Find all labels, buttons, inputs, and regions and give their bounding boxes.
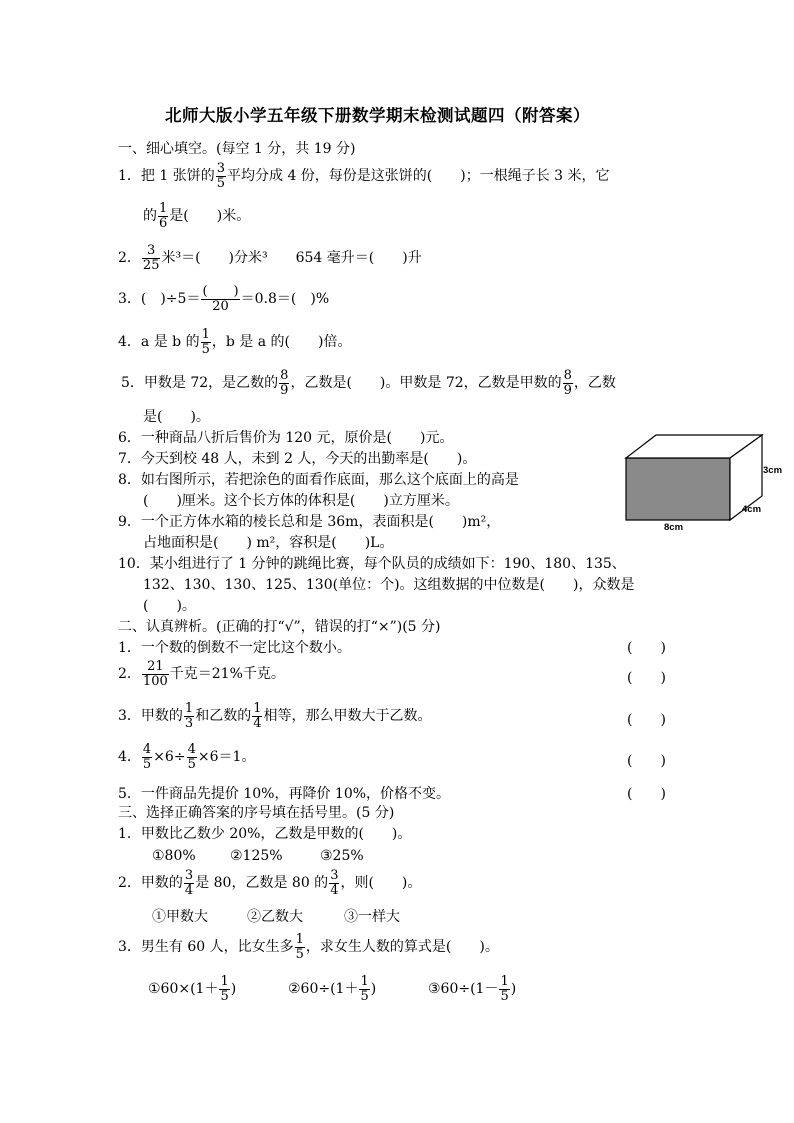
- fraction: [201, 285, 239, 313]
- cuboid-figure: [620, 428, 783, 533]
- option-3-1-a[interactable]: ①80%: [152, 848, 196, 864]
- fraction: [279, 369, 289, 397]
- denominator: 5: [201, 341, 210, 357]
- question-1-5-line1: [121, 369, 616, 397]
- numerator: 8: [563, 368, 572, 383]
- question-1-9-line2: 占地面积是( ) m²，容积是( )L。: [143, 535, 394, 551]
- numerator: 1: [360, 974, 369, 989]
- fraction: [359, 975, 369, 1003]
- text: ×6＝1。: [197, 749, 256, 766]
- numerator: 1: [159, 201, 168, 216]
- option-3-3-c[interactable]: [428, 975, 516, 1003]
- section-3-header: 三、选择正确答案的序号填在括号里。(5 分): [118, 805, 395, 821]
- question-1-10-line3: ( )。: [143, 598, 196, 614]
- question-2-3: [118, 702, 431, 730]
- question-2-2: [118, 660, 285, 688]
- denominator: 5: [187, 756, 196, 772]
- text: 千克＝21%千克。: [169, 666, 285, 683]
- text: 平均分成 4 份，每份是这张饼的( )；一根绳子长 3 米，它: [227, 168, 610, 185]
- text: 相等，那么甲数大于乙数。: [263, 708, 432, 725]
- numerator: 3: [330, 868, 339, 883]
- text: 米³＝( )分米³ 654 毫升＝( )升: [161, 250, 422, 267]
- denominator: 4: [184, 882, 194, 898]
- question-1-8-line1: 8．如右图所示，若把涂色的面看作底面，那么这个底面上的高是: [118, 472, 519, 488]
- question-1-1-line2: [143, 202, 250, 230]
- section-2-header: 二、认真辨析。(正确的打“√”，错误的打“×”)(5 分): [118, 619, 441, 635]
- text: 2．: [118, 250, 141, 267]
- denominator: 6: [159, 215, 168, 231]
- numerator: 1: [253, 701, 262, 716]
- denominator: 5: [142, 756, 152, 772]
- fraction: [201, 328, 211, 356]
- numerator: 1: [184, 701, 194, 716]
- option-3-2-a[interactable]: ①甲数大: [152, 909, 208, 925]
- option-3-2-b[interactable]: ②乙数大: [247, 909, 303, 925]
- denominator: 5: [500, 988, 509, 1004]
- denominator: 9: [280, 382, 289, 398]
- numerator: 3: [142, 244, 161, 259]
- question-1-10-line1: 10．某小组进行了 1 分钟的跳绳比赛，每个队员的成绩如下：190、180、135、: [118, 556, 626, 572]
- denominator: 100: [142, 673, 168, 689]
- numerator: 1: [295, 932, 304, 947]
- numerator: 3: [216, 161, 225, 176]
- text: ，乙数是( )。甲数是 72，乙数是甲数的: [290, 375, 562, 392]
- fraction: [295, 933, 305, 961]
- section-1-header: 一、细心填空。(每空 1 分，共 19 分): [118, 141, 356, 157]
- text: 3．男生有 60 人，比女生多: [118, 939, 294, 956]
- text: 5．甲数是 72，是乙数的: [121, 375, 279, 392]
- fraction: [216, 162, 226, 190]
- answer-bracket[interactable]: ( ): [627, 640, 666, 656]
- fraction: [329, 869, 339, 897]
- text: 4．: [118, 749, 141, 766]
- question-3-3: [118, 933, 499, 961]
- question-3-1: 1．甲数比乙数少 20%，乙数是甲数的( )。: [118, 826, 412, 842]
- text: ，则( )。: [340, 875, 422, 892]
- numerator: 1: [201, 327, 210, 342]
- denominator: 5: [216, 175, 225, 191]
- text: ): [370, 981, 377, 998]
- question-1-5-line2: 是( )。: [143, 409, 210, 425]
- text: 是( )米。: [169, 208, 251, 225]
- text: 4．a 是 b 的: [118, 334, 200, 351]
- numerator: 1: [500, 974, 509, 989]
- fraction: [184, 869, 194, 897]
- fraction: [252, 702, 262, 730]
- option-3-3-b[interactable]: [288, 975, 376, 1003]
- text: 是 80，乙数是 80 的: [195, 875, 329, 892]
- numerator: 3: [184, 868, 194, 883]
- question-1-7: 7．今天到校 48 人，未到 2 人，今天的出勤率是( )。: [118, 451, 477, 467]
- text: ②60÷(1＋: [288, 981, 359, 998]
- question-3-2: [118, 869, 421, 897]
- denominator: 4: [253, 715, 262, 731]
- answer-bracket[interactable]: ( ): [627, 753, 666, 769]
- denominator: 9: [563, 382, 572, 398]
- text: ＝0.8＝( )%: [240, 291, 330, 308]
- denominator: 5: [295, 946, 304, 962]
- text: 2．甲数的: [118, 875, 183, 892]
- question-2-5: 5．一件商品先提价 10%，再降价 10%，价格不变。: [118, 786, 451, 802]
- question-1-2: [118, 244, 422, 272]
- question-1-1-line1: [118, 162, 610, 190]
- text: ①60×(1＋: [148, 981, 219, 998]
- numerator: 1: [220, 974, 229, 989]
- numerator: 4: [187, 742, 196, 757]
- cuboid-length-label: 8cm: [664, 522, 684, 533]
- fraction: [142, 660, 169, 688]
- fraction: [187, 743, 197, 771]
- text: 3．甲数的: [118, 708, 183, 725]
- question-2-4: [118, 743, 255, 771]
- numerator: ( ): [202, 284, 239, 299]
- text: ): [510, 981, 517, 998]
- text: 2．: [118, 666, 141, 683]
- answer-bracket[interactable]: ( ): [627, 786, 666, 802]
- question-1-9-line1: 9．一个正方体水箱的棱长总和是 36m，表面积是( )m²，: [118, 514, 501, 530]
- fraction: [158, 202, 168, 230]
- fraction: [184, 702, 194, 730]
- option-3-3-a[interactable]: [148, 975, 236, 1003]
- page-title: 北师大版小学五年级下册数学期末检测试题四（附答案）: [165, 106, 590, 125]
- numerator: 4: [142, 742, 152, 757]
- question-2-1: 1．一个数的倒数不一定比这个数小。: [118, 640, 351, 656]
- text: ，b 是 a 的( )倍。: [211, 334, 352, 351]
- text: 和乙数的: [195, 708, 252, 725]
- answer-bracket[interactable]: ( ): [627, 670, 666, 686]
- denominator: 5: [220, 988, 229, 1004]
- cuboid-height-label: 3cm: [763, 465, 783, 476]
- fraction: [499, 975, 509, 1003]
- numerator: 21: [142, 660, 169, 675]
- text: ，乙数: [573, 375, 616, 392]
- fraction: [219, 975, 229, 1003]
- question-1-4: [118, 328, 351, 356]
- fraction: [142, 743, 152, 771]
- denominator: 25: [142, 257, 160, 273]
- fraction: [142, 244, 161, 272]
- text: ×6÷: [153, 749, 186, 766]
- text: ，求女生人数的算式是( )。: [305, 939, 499, 956]
- option-3-1-b[interactable]: ②125%: [230, 848, 283, 864]
- fraction: [563, 369, 573, 397]
- text: ): [230, 981, 237, 998]
- text: 3．( )÷5＝: [118, 291, 201, 308]
- denominator: 3: [184, 715, 194, 731]
- option-3-1-c[interactable]: ③25%: [320, 848, 364, 864]
- numerator: 8: [280, 368, 289, 383]
- cuboid-front-face-shaded: [626, 458, 730, 520]
- denominator: 4: [330, 882, 339, 898]
- option-3-2-c[interactable]: ③一样大: [344, 909, 400, 925]
- question-1-6: 6．一种商品八折后售价为 120 元，原价是( )元。: [118, 430, 454, 446]
- question-1-10-line2: 132、130、130、125、130(单位：个)。这组数据的中位数是( )，众数是: [143, 577, 635, 593]
- question-1-3: [118, 285, 329, 313]
- question-1-8-line2: ( )厘米。这个长方体的体积是( )立方厘米。: [143, 493, 459, 509]
- text: 的: [143, 208, 157, 225]
- text: ③60÷(1－: [428, 981, 499, 998]
- cuboid-depth-label: 4cm: [742, 504, 762, 515]
- denominator: 20: [212, 298, 229, 314]
- denominator: 5: [360, 988, 369, 1004]
- answer-bracket[interactable]: ( ): [627, 712, 666, 728]
- text: 1．把 1 张饼的: [118, 168, 215, 185]
